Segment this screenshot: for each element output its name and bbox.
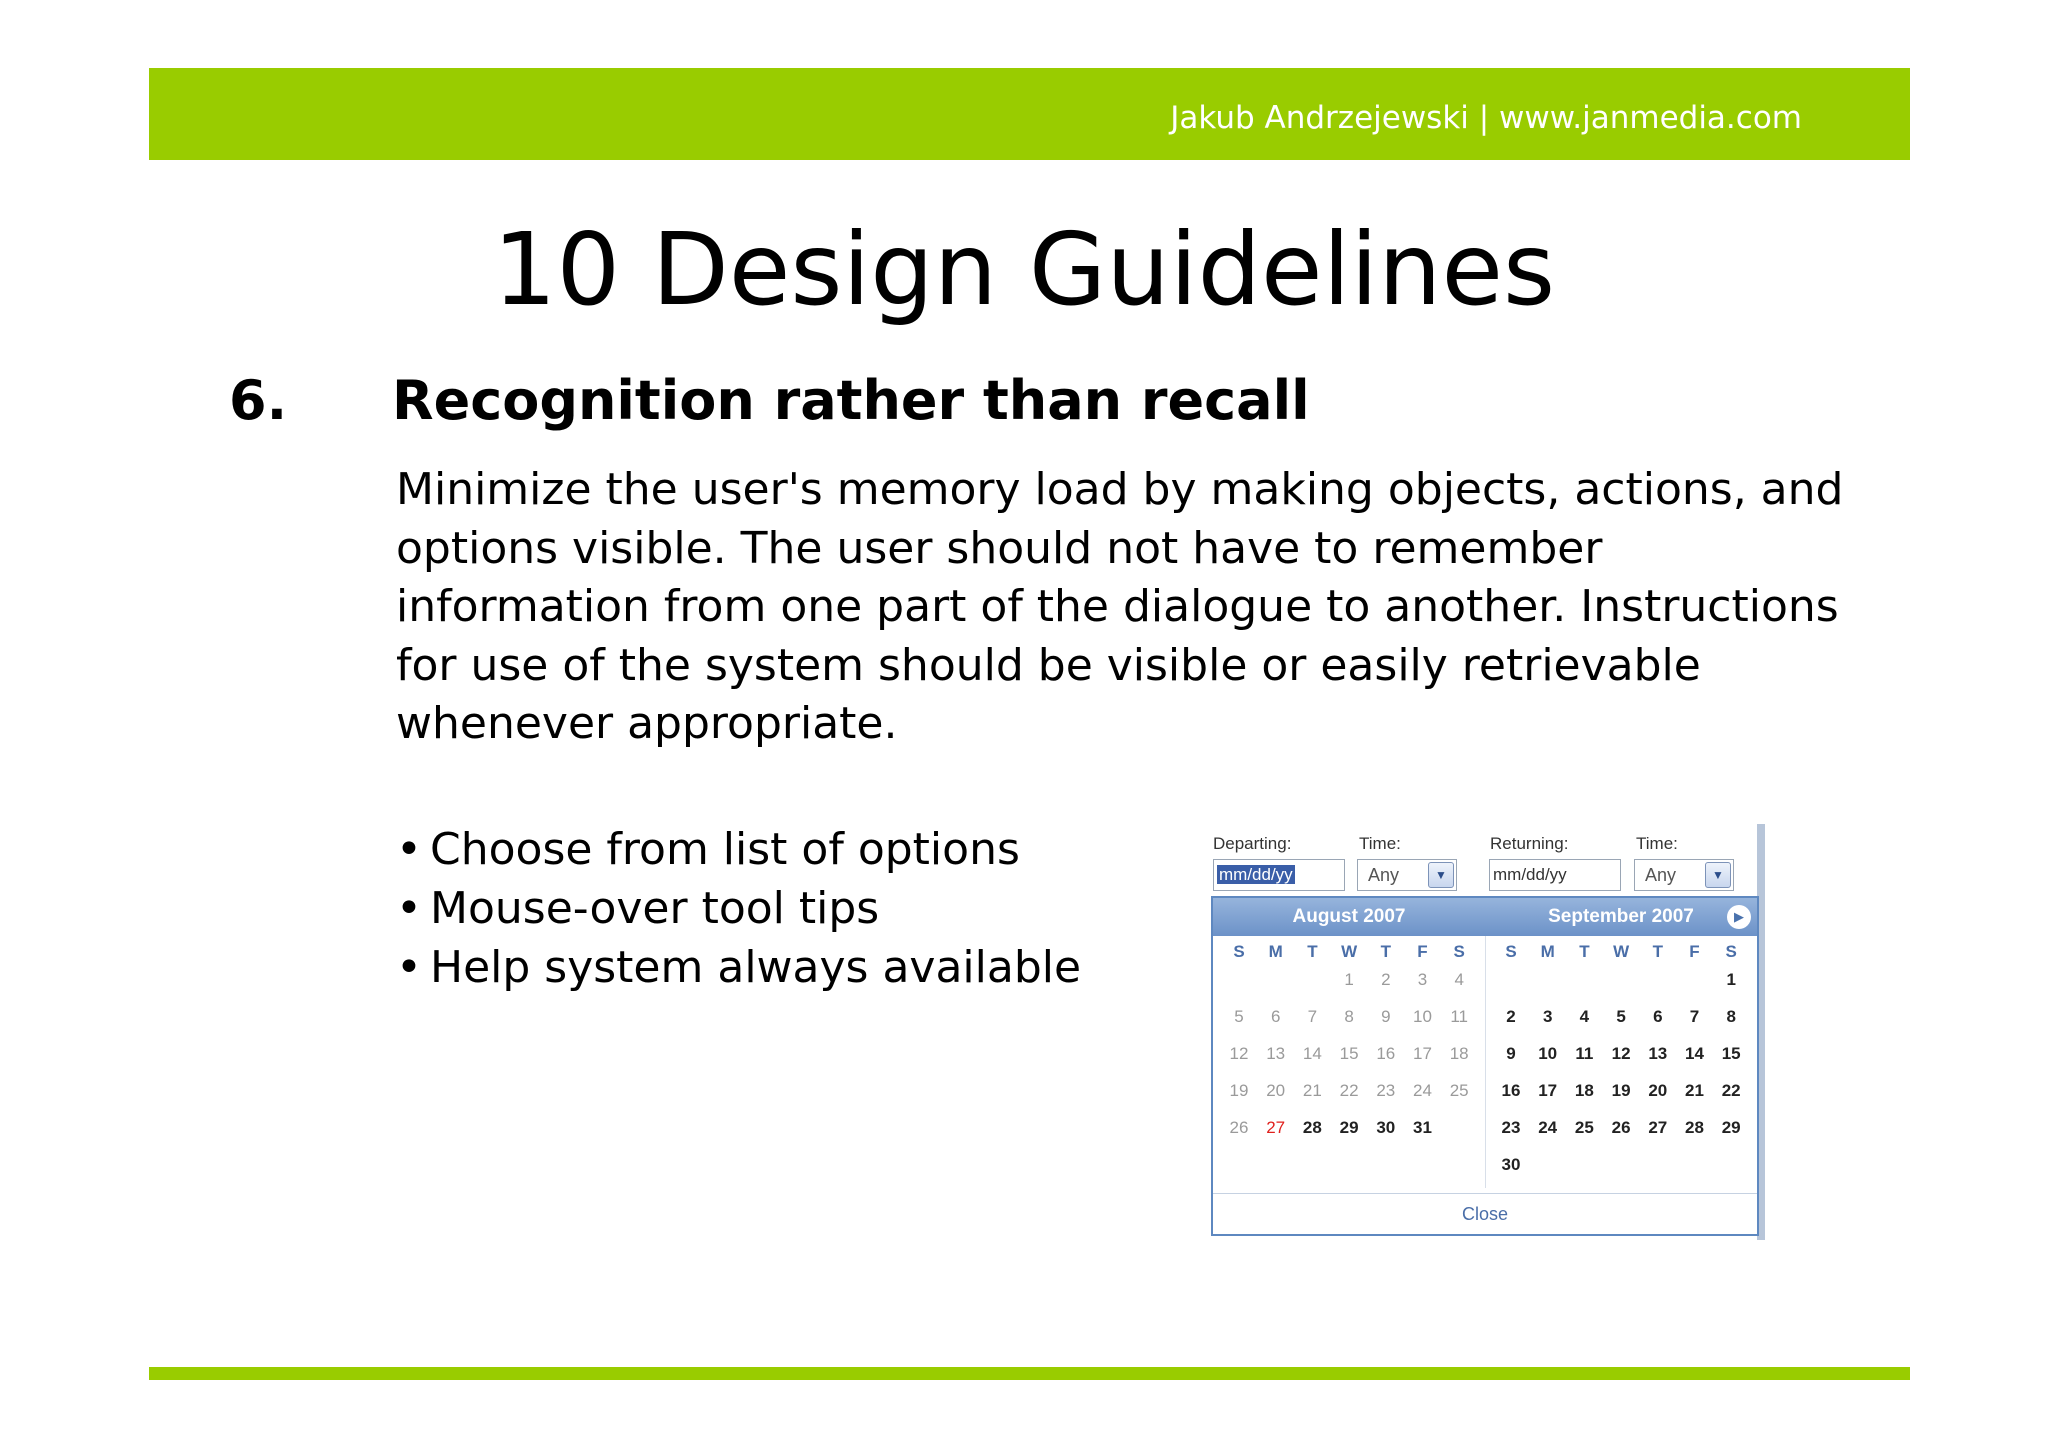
returning-time-select[interactable] [1634, 859, 1734, 891]
weekday-header: F [1417, 942, 1428, 961]
calendar-day: 8 [1344, 1007, 1354, 1026]
calendar-day[interactable]: 31 [1413, 1118, 1432, 1137]
calendar-day[interactable]: 6 [1653, 1007, 1663, 1026]
weekday-header: S [1725, 942, 1737, 961]
bullet-text: Choose from list of options [430, 824, 1020, 875]
description-line: information from one part of the dialogue to another. Instructions [396, 581, 1839, 632]
calendar-day[interactable]: 19 [1611, 1081, 1631, 1100]
month-title-september: September 2007 [1548, 906, 1694, 927]
calendar-day: 10 [1413, 1007, 1432, 1026]
bullet-text: Help system always available [430, 942, 1082, 993]
departing-label: Departing: [1213, 834, 1292, 853]
header-bar [149, 68, 1910, 160]
calendar-day[interactable]: 11 [1575, 1044, 1594, 1063]
bullet-icon: • [396, 824, 422, 875]
author-credit: Jakub Andrzejewski | www.janmedia.com [1170, 100, 1802, 136]
calendar-day: 21 [1302, 1081, 1322, 1100]
calendar-day: 23 [1376, 1081, 1396, 1100]
description-line: options visible. The user should not have to remember [396, 522, 1603, 574]
calendar-day[interactable]: 17 [1538, 1081, 1558, 1100]
calendar-day[interactable]: 21 [1685, 1081, 1704, 1100]
time-label-return: Time: [1636, 834, 1678, 853]
description-line: for use of the system should be visible or easily retrievable [396, 639, 1701, 691]
calendar-day: 16 [1376, 1044, 1396, 1063]
calendar-day[interactable]: 1 [1726, 970, 1736, 989]
weekday-header: S [1233, 942, 1245, 961]
arrow-right-icon[interactable]: ▶ [1727, 905, 1751, 929]
description-line: whenever appropriate. [396, 698, 898, 749]
returning-date-value: mm/dd/yy [1493, 865, 1567, 884]
calendar-day[interactable]: 28 [1685, 1118, 1704, 1137]
bullet-item [396, 938, 1081, 997]
weekday-header: M [1268, 942, 1283, 961]
weekday-header: T [1579, 942, 1590, 961]
calendar-day: 15 [1339, 1044, 1359, 1063]
bullet-list [396, 820, 1081, 997]
returning-label: Returning: [1490, 834, 1569, 853]
calendar-day[interactable]: 12 [1611, 1044, 1631, 1063]
calendar-day[interactable]: 4 [1579, 1007, 1590, 1026]
weekday-header: T [1652, 942, 1663, 961]
calendar-day[interactable]: 13 [1648, 1044, 1668, 1063]
bullet-icon: • [396, 942, 422, 993]
calendar-day[interactable]: 23 [1501, 1118, 1521, 1137]
calendar-day[interactable]: 2 [1506, 1007, 1516, 1026]
bullet-item [396, 820, 1081, 879]
departing-time-value: Any [1368, 865, 1400, 885]
calendar-day[interactable]: 24 [1538, 1118, 1558, 1137]
calendar-day: 5 [1234, 1007, 1244, 1026]
calendar-day: 27 [1266, 1118, 1286, 1137]
calendar-day[interactable]: 25 [1574, 1118, 1594, 1137]
bullet-item [396, 879, 1081, 938]
calendar-day[interactable]: 3 [1542, 1007, 1553, 1026]
guideline-title: Recognition rather than recall [392, 369, 1310, 432]
calendar-day[interactable]: 27 [1648, 1118, 1668, 1137]
calendar-day[interactable]: 28 [1302, 1118, 1322, 1137]
calendar-day[interactable]: 26 [1611, 1118, 1631, 1137]
calendar-day[interactable]: 9 [1506, 1044, 1516, 1063]
calendar-day[interactable]: 5 [1616, 1007, 1626, 1026]
month-title-august: August 2007 [1292, 906, 1406, 927]
departing-date-input[interactable] [1213, 859, 1345, 891]
calendar-day[interactable]: 30 [1376, 1118, 1396, 1137]
calendar-day[interactable]: 22 [1721, 1081, 1741, 1100]
calendar-day: 1 [1344, 970, 1354, 989]
calendar-day: 7 [1307, 1007, 1318, 1026]
departing-time-select[interactable] [1357, 859, 1457, 891]
calendar-day[interactable]: 15 [1721, 1044, 1741, 1063]
calendar-day: 4 [1454, 970, 1464, 989]
calendar-day: 6 [1270, 1007, 1281, 1026]
weekday-header: W [1341, 942, 1358, 961]
calendar-day: 26 [1229, 1118, 1249, 1137]
chevron-down-icon[interactable]: ▼ [1428, 862, 1454, 888]
calendar-day: 19 [1229, 1081, 1249, 1100]
calendar-popup [1211, 896, 1759, 1236]
guideline-description [396, 461, 1846, 754]
weekday-header: F [1689, 942, 1700, 961]
bullet-icon: • [396, 883, 422, 934]
slide-title: 10 Design Guidelines [492, 211, 1556, 328]
calendar-day[interactable]: 16 [1501, 1081, 1521, 1100]
weekday-header: S [1505, 942, 1517, 961]
calendar-day[interactable]: 10 [1538, 1044, 1558, 1063]
bullet-text: Mouse-over tool tips [430, 883, 880, 934]
calendar-day: 9 [1381, 1007, 1391, 1026]
time-label: Time: [1359, 834, 1401, 853]
calendar-day: 2 [1381, 970, 1391, 989]
guideline-number: 6. [229, 369, 288, 432]
returning-time-value: Any [1645, 865, 1677, 885]
weekday-header: M [1540, 942, 1555, 961]
description-line: Minimize the user's memory load by making objects, actions, and [396, 464, 1844, 515]
calendar-day: 18 [1449, 1044, 1469, 1063]
calendar-day: 12 [1229, 1044, 1249, 1063]
close-button[interactable]: Close [1213, 1193, 1757, 1235]
calendar-day: 14 [1302, 1044, 1322, 1063]
calendar-day[interactable]: 8 [1726, 1007, 1736, 1026]
chevron-down-icon[interactable]: ▼ [1705, 862, 1731, 888]
calendar-day: 20 [1266, 1081, 1286, 1100]
calendar-header [1213, 898, 1757, 936]
returning-date-input[interactable] [1489, 859, 1621, 891]
weekday-header: T [1307, 942, 1318, 961]
weekday-header: T [1380, 942, 1391, 961]
calendar-day[interactable]: 7 [1689, 1007, 1700, 1026]
calendar-day: 24 [1413, 1081, 1432, 1100]
month-divider [1485, 936, 1486, 1188]
weekday-header: W [1613, 942, 1630, 961]
calendar-day: 3 [1417, 970, 1428, 989]
calendar-day[interactable]: 30 [1501, 1155, 1521, 1174]
weekday-header: S [1453, 942, 1465, 961]
calendar-day: 11 [1450, 1007, 1469, 1026]
calendar-day[interactable]: 29 [1721, 1118, 1741, 1137]
calendar-day: 17 [1413, 1044, 1432, 1063]
calendar-day: 25 [1449, 1081, 1469, 1100]
calendar-day[interactable]: 20 [1648, 1081, 1668, 1100]
calendar-day: 22 [1339, 1081, 1359, 1100]
calendar-day[interactable]: 14 [1685, 1044, 1704, 1063]
footer-bar [149, 1367, 1910, 1380]
calendar-day[interactable]: 29 [1339, 1118, 1359, 1137]
calendar-day[interactable]: 18 [1574, 1081, 1594, 1100]
departing-date-value: mm/dd/yy [1219, 865, 1293, 884]
date-picker-screenshot [1209, 824, 1765, 1240]
calendar-day: 13 [1266, 1044, 1286, 1063]
